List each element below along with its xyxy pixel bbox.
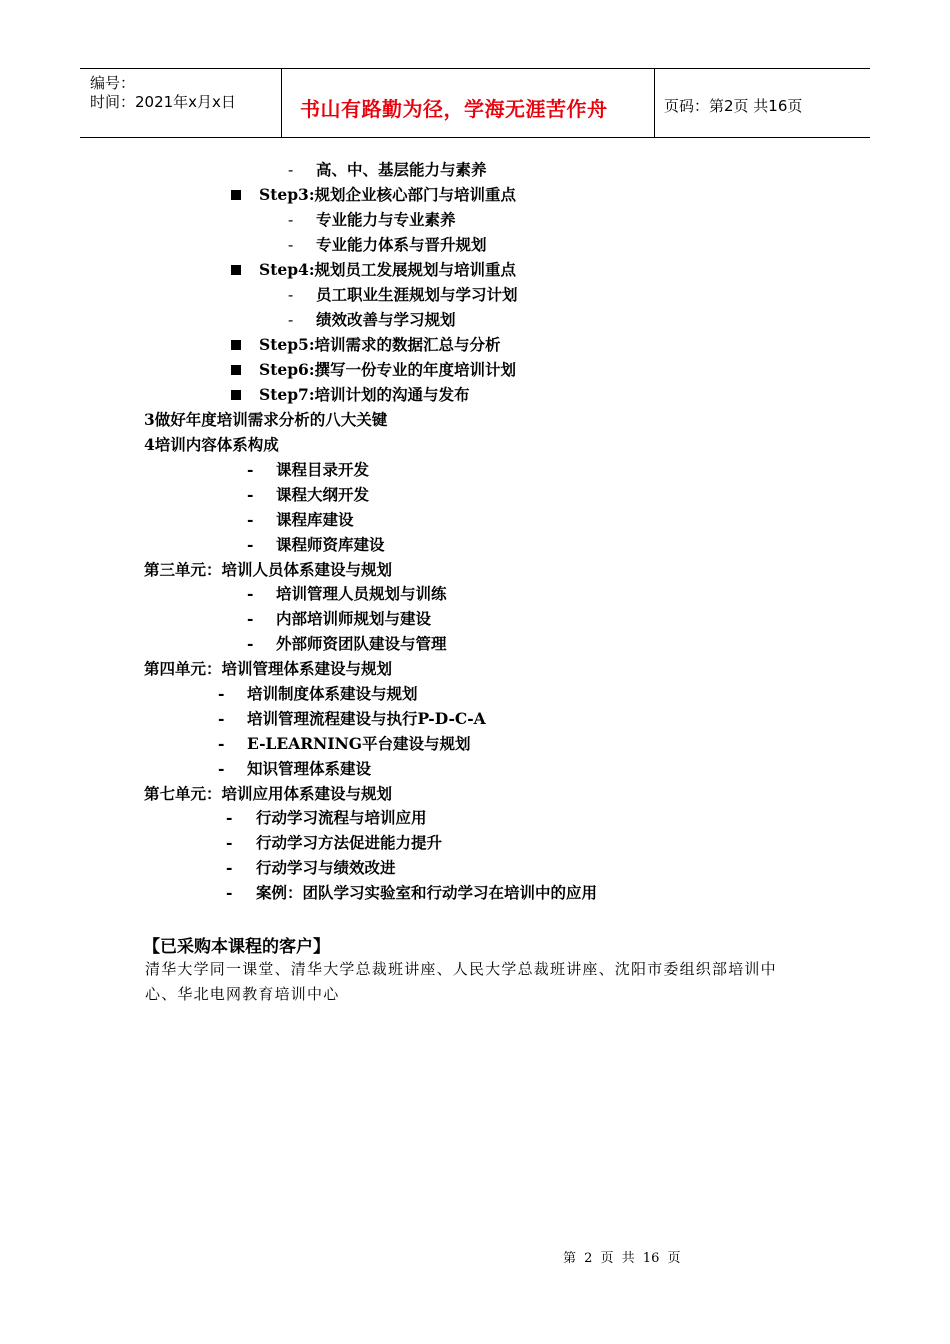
outline-line-text: Step3:规划企业核心部门与培训重点 (259, 185, 517, 204)
outline-line-text: 课程大纲开发 (276, 485, 370, 504)
dash-marker: - (247, 609, 254, 628)
outline-line (288, 211, 456, 229)
outline-line-text: Step5:培训需求的数据汇总与分析 (259, 335, 501, 354)
dash-marker: - (226, 833, 233, 852)
page-footer: 第 2 页 共 16 页 (563, 1251, 681, 1266)
outline-line-text: 培训制度体系建设与规划 (247, 684, 418, 703)
outline-line-text: Step6:撰写一份专业的年度培训计划 (259, 360, 517, 379)
dash-marker: - (247, 535, 254, 554)
section-heading-text: 第四单元：培训管理体系建设与规划 (144, 659, 393, 678)
section-heading (144, 436, 279, 454)
header-motto-cell (281, 69, 655, 137)
outline-line (247, 635, 447, 653)
outline-line (226, 884, 597, 902)
outline-line-text: 课程目录开发 (276, 460, 370, 479)
outline-line-text: 课程师资库建设 (276, 535, 385, 554)
outline-line-text: E-LEARNING平台建设与规划 (247, 734, 471, 753)
outline-line (247, 536, 385, 554)
outline-line (231, 361, 516, 379)
dash-marker: - (247, 510, 254, 529)
dash-marker: - (288, 286, 294, 304)
outline-line (288, 236, 487, 254)
dash-marker: - (218, 684, 225, 703)
outline-line-text: 行动学习与绩效改进 (256, 858, 396, 877)
outline-line-text: 内部培训师规划与建设 (276, 609, 432, 628)
section-heading (144, 561, 392, 579)
outline-line (288, 286, 518, 304)
outline-line-text: 高、中、基层能力与素养 (316, 160, 487, 179)
outline-line (288, 161, 487, 179)
outline-line (247, 511, 354, 529)
section-heading-text: 4培训内容体系构成 (144, 435, 279, 454)
outline-line-text: 行动学习流程与培训应用 (256, 808, 427, 827)
outline-line (226, 809, 427, 827)
clients-list: 清华大学同一课堂、清华大学总裁班讲座、人民大学总裁班讲座、沈阳市委组织部培训中心、华北电网教育培训中心 (145, 960, 777, 1003)
clients-heading: 【已采购本课程的客户】 (143, 937, 330, 957)
document-number-label: 编号： (90, 74, 136, 92)
outline-line-text: 知识管理体系建设 (247, 759, 372, 778)
header-page-cell (654, 69, 870, 137)
section-heading-text: 3做好年度培训需求分析的八大关键 (144, 410, 388, 429)
outline-line (218, 760, 371, 778)
outline-line (231, 186, 516, 204)
dash-marker: - (218, 709, 225, 728)
outline-line (288, 311, 456, 329)
dash-marker: - (288, 161, 294, 179)
page-header (80, 68, 870, 138)
section-heading-text: 第七单元：培训应用体系建设与规划 (144, 784, 393, 803)
outline-line-text: Step4:规划员工发展规划与培训重点 (259, 260, 517, 279)
outline-line-text: 员工职业生涯规划与学习计划 (316, 285, 518, 304)
header-info-cell (80, 69, 280, 137)
square-bullet-icon (231, 361, 259, 379)
outline-line-text: 行动学习方法促进能力提升 (256, 833, 443, 852)
header-motto: 书山有路勤为径，学海无涯苦作舟 (300, 97, 608, 121)
dash-marker: - (288, 311, 294, 329)
dash-marker: - (288, 211, 294, 229)
dash-marker: - (247, 634, 254, 653)
square-bullet-icon (231, 261, 259, 279)
outline-line-text: 案例：团队学习实验室和行动学习在培训中的应用 (256, 883, 598, 902)
header-page-number: 页码：第2页 共16页 (664, 97, 803, 115)
outline-line (247, 610, 431, 628)
dash-marker: - (226, 808, 233, 827)
outline-line-text: 绩效改善与学习规划 (316, 310, 456, 329)
dash-marker: - (226, 883, 233, 902)
square-bullet-icon (231, 386, 259, 404)
outline-line (247, 486, 369, 504)
section-heading-text: 第三单元：培训人员体系建设与规划 (144, 560, 393, 579)
outline-line-text: 培训管理流程建设与执行P-D-C-A (247, 709, 486, 728)
dash-marker: - (218, 734, 225, 753)
outline-line-text: 专业能力与专业素养 (316, 210, 456, 229)
outline-line (247, 461, 369, 479)
dash-marker: - (247, 485, 254, 504)
document-date-label: 时间：2021年x月x日 (90, 93, 236, 111)
section-heading (144, 660, 392, 678)
dash-marker: - (247, 460, 254, 479)
dash-marker: - (288, 236, 294, 254)
outline-line-text: 培训管理人员规划与训练 (276, 584, 447, 603)
outline-line (231, 336, 501, 354)
square-bullet-icon (231, 336, 259, 354)
outline-line-text: 课程库建设 (276, 510, 354, 529)
outline-line (226, 859, 396, 877)
dash-marker: - (226, 858, 233, 877)
square-bullet-icon (231, 186, 259, 204)
outline-line (247, 585, 447, 603)
outline-line (231, 261, 516, 279)
outline-line (226, 834, 442, 852)
outline-line-text: Step7:培训计划的沟通与发布 (259, 385, 470, 404)
outline-line (218, 735, 470, 753)
outline-line (218, 710, 486, 728)
outline-line (231, 386, 470, 404)
outline-line-text: 外部师资团队建设与管理 (276, 634, 447, 653)
dash-marker: - (218, 759, 225, 778)
outline-line (218, 685, 418, 703)
section-heading (144, 411, 387, 429)
section-heading (144, 785, 392, 803)
dash-marker: - (247, 584, 254, 603)
outline-line-text: 专业能力体系与晋升规划 (316, 235, 487, 254)
